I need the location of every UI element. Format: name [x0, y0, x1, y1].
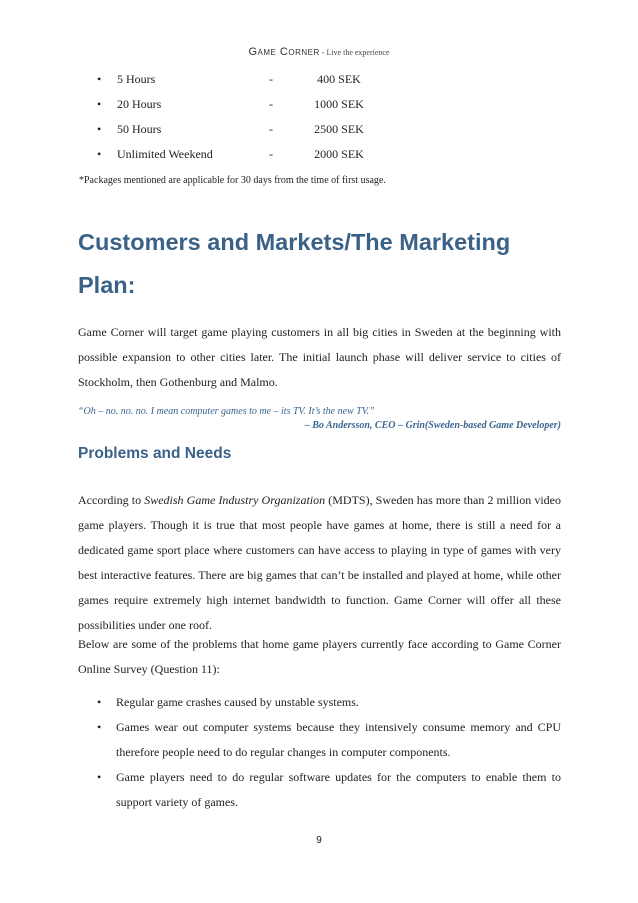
package-dash: -: [269, 72, 273, 86]
bullet-icon: •: [97, 695, 102, 709]
package-name: 20 Hours: [117, 97, 162, 111]
package-dash: -: [269, 122, 273, 136]
package-price: 1000 SEK: [314, 97, 364, 111]
problem-text: Games wear out computer systems because they intensively consume memory and CPU therefore people need to do regular changes in computer components.: [116, 720, 561, 759]
bullet-icon: •: [97, 147, 102, 161]
header-separator: -: [319, 48, 327, 57]
problems-paragraph-rest: (MDTS), Sweden has more than 2 million video game players. Though it is true that most people have games at home, there is still a need for a dedicated game sport place where customers can have access to playing in type of games with very best interactive features. There are big games that can’t be installed and played at home, while other games require extremely high internet bandwidth to function. Game Corner will offer all these possibilities under one roof.: [78, 493, 562, 632]
problems-list: [78, 690, 561, 815]
problem-text: Regular game crashes caused by unstable systems.: [116, 695, 359, 709]
package-price: 2500 SEK: [314, 122, 364, 136]
package-name: Unlimited Weekend: [117, 147, 213, 161]
bullet-icon: •: [97, 720, 102, 734]
package-price: 2000 SEK: [314, 147, 364, 161]
page-number: 9: [316, 835, 322, 846]
bullet-icon: •: [97, 72, 102, 86]
page-header: [0, 42, 638, 60]
problem-text: Game players need to do regular software updates for the computers to enable them to support variety of games.: [116, 770, 561, 809]
section-heading-problems-needs: Problems and Needs: [78, 445, 232, 462]
customers-paragraph: Game Corner will target game playing customers in all big cities in Sweden at the beginning with possible expansion to other cities later. The initial launch phase will deliver service to cities of Stockholm, then Gothenburg and Malmo.: [78, 325, 561, 389]
bullet-icon: •: [97, 770, 102, 784]
quote-block: [78, 405, 561, 433]
package-name: 5 Hours: [117, 72, 156, 86]
section-heading-customers-markets: Customers and Markets/The Marketing Plan:: [78, 229, 511, 298]
problems-paragraph-start: According to: [78, 493, 145, 507]
header-tagline: Live the experience: [326, 48, 390, 57]
bullet-icon: •: [97, 122, 102, 136]
list-item: [78, 690, 561, 715]
quote-text: “Oh – no. no. no. I mean computer games to me – its TV. It’s the new TV.”: [78, 406, 375, 417]
quote-attribution: – Bo Andersson, CEO – Grin(Sweden-based Game Developer): [304, 420, 561, 431]
organization-name: Swedish Game Industry Organization: [144, 493, 326, 507]
list-item: [78, 715, 561, 765]
header-brand: Game Corner: [248, 46, 320, 58]
survey-intro-paragraph: Below are some of the problems that home game players currently face according to Game Corner Online Survey (Question 11):: [78, 637, 561, 676]
bullet-icon: •: [97, 97, 102, 111]
package-dash: -: [269, 147, 273, 161]
package-price: 400 SEK: [317, 72, 361, 86]
package-dash: -: [269, 97, 273, 111]
packages-note: *Packages mentioned are applicable for 30 days from the time of first usage.: [79, 175, 386, 186]
problems-paragraph: [78, 488, 561, 638]
list-item: [78, 765, 561, 815]
package-name: 50 Hours: [117, 122, 162, 136]
